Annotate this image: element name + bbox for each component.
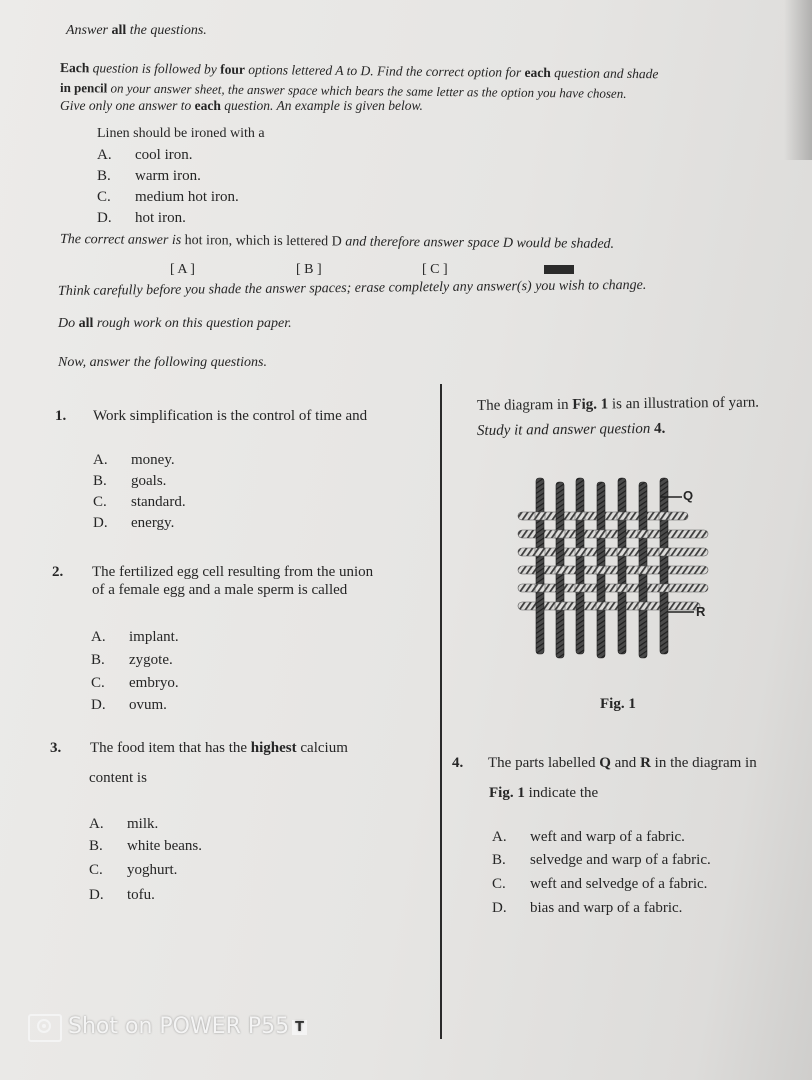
question-number: 3.	[50, 740, 62, 756]
option-text: embryo.	[129, 675, 179, 691]
q2-option-a	[91, 629, 179, 646]
weft-over-segment	[659, 548, 669, 556]
option-letter: A.	[97, 147, 112, 163]
option-letter: C.	[492, 876, 506, 892]
option-text: tofu.	[127, 887, 155, 903]
option-letter: B.	[93, 473, 107, 489]
q3-option-d	[89, 887, 155, 904]
instruction-bold: four	[220, 61, 245, 77]
instruction-text: on your answer sheet, the answer space which bears the same letter as the option you have chosen.	[107, 80, 627, 101]
question-2-line-2: of a female egg and a male sperm is called	[92, 582, 348, 598]
weft-over-segment	[535, 548, 545, 556]
weft-over-segment	[638, 602, 648, 610]
question-3	[50, 740, 348, 757]
option-letter: D.	[91, 697, 106, 713]
weft-over-segment	[575, 512, 585, 520]
instruction-bold: in pencil	[59, 80, 108, 96]
warp-yarn	[576, 478, 584, 654]
option-text: selvedge and warp of a fabric.	[530, 852, 711, 868]
figure-intro-2	[477, 421, 666, 440]
question-stem-bold: highest	[250, 740, 297, 756]
question-number: 4.	[452, 755, 464, 771]
question-stem-bold: Q	[599, 755, 611, 771]
instruction-top	[66, 23, 207, 39]
weft-over-segment	[555, 566, 565, 574]
explanation-text: hot iron, which is lettered D	[184, 233, 342, 250]
question-stem: indicate the	[524, 785, 599, 801]
weft-over-segment	[535, 584, 545, 592]
figure-intro	[477, 395, 759, 415]
question-4	[452, 755, 757, 772]
option-text: implant.	[129, 629, 179, 645]
weft-over-segment	[596, 602, 606, 610]
option-letter: C.	[89, 862, 103, 878]
question-2	[52, 564, 373, 581]
instructions-line-1	[60, 60, 659, 82]
instruction-text: question. An example is given below.	[220, 98, 423, 113]
option-text: energy.	[131, 515, 175, 531]
question-stem: in the diagram in	[650, 755, 757, 771]
figure-caption: Fig. 1	[600, 696, 636, 712]
option-letter: C.	[97, 189, 111, 205]
question-stem-bold: Fig. 1	[489, 785, 525, 801]
option-text: warm iron.	[135, 168, 201, 184]
q2-option-b	[91, 652, 173, 669]
weft-over-segment	[575, 584, 585, 592]
camera-watermark	[26, 1012, 307, 1042]
option-letter: D.	[89, 887, 104, 903]
figure-intro-text: is an illustration of yarn.	[608, 394, 760, 413]
weft-yarn	[518, 584, 708, 592]
explanation-text: and therefore answer space D would be shaded.	[341, 234, 615, 252]
answer-space-c: [ C ]	[422, 262, 448, 277]
example-option-a	[97, 147, 193, 164]
option-letter: A.	[91, 629, 106, 645]
q3-option-a	[89, 816, 158, 833]
example-option-b	[97, 168, 201, 185]
option-text: white beans.	[127, 838, 202, 854]
warp-yarn	[618, 478, 626, 654]
figure-intro-text: Study it and answer question	[476, 420, 655, 439]
example-explanation	[60, 232, 614, 253]
weft-over-segment	[617, 584, 627, 592]
instruction-bold: all	[78, 316, 94, 331]
question-stem: calcium	[296, 740, 348, 756]
option-letter: D.	[97, 210, 112, 226]
option-letter: D.	[492, 900, 507, 916]
q3-option-b	[89, 838, 202, 855]
instruction-bold: Each	[59, 60, 90, 76]
option-letter: B.	[89, 838, 103, 854]
instruction-text: question and shade	[550, 65, 659, 82]
question-stem: and	[610, 755, 641, 771]
camera-focus-icon	[26, 1012, 62, 1042]
option-text: yoghurt.	[127, 862, 178, 878]
instruction-text: the questions.	[126, 23, 207, 38]
rough-work-text	[58, 316, 292, 332]
option-text: weft and selvedge of a fabric.	[530, 876, 708, 892]
warp-yarn	[536, 478, 544, 654]
watermark-badge: T	[292, 1020, 307, 1035]
page-shadow	[784, 0, 812, 160]
figure-intro-text: The diagram in	[476, 396, 573, 414]
q4-option-a	[492, 829, 685, 846]
question-1	[55, 408, 367, 425]
option-letter: D.	[93, 515, 108, 531]
option-letter: B.	[97, 168, 111, 184]
instruction-text: rough work on this question paper.	[93, 316, 292, 331]
option-text: milk.	[127, 816, 159, 832]
weft-over-segment	[575, 548, 585, 556]
answer-space-a: [ A ]	[170, 262, 195, 277]
q2-option-d	[91, 697, 167, 714]
question-stem: The food item that has the	[90, 740, 251, 756]
column-divider	[440, 384, 442, 1039]
label-q: Q	[683, 488, 694, 503]
explanation-text: The correct answer is	[59, 232, 185, 249]
option-letter: A.	[492, 829, 507, 845]
option-text: cool iron.	[135, 147, 193, 163]
figure-intro-bold: 4.	[653, 420, 666, 437]
option-text: medium hot iron.	[135, 189, 239, 205]
weft-over-segment	[535, 512, 545, 520]
now-answer-text: Now, answer the following questions.	[58, 355, 267, 370]
instruction-text: options lettered A to D. Find the correct option for	[244, 61, 525, 80]
instructions-line-3	[60, 98, 423, 114]
q3-option-c	[89, 862, 177, 879]
example-option-d	[97, 210, 186, 227]
weft-over-segment	[638, 566, 648, 574]
q4-option-d	[492, 900, 682, 917]
option-letter: B.	[492, 852, 506, 868]
weft-over-segment	[596, 566, 606, 574]
question-number: 1.	[55, 408, 67, 424]
option-text: weft and warp of a fabric.	[530, 829, 685, 845]
option-letter: C.	[93, 494, 107, 510]
question-stem: The parts labelled	[488, 755, 600, 771]
question-stem-bold: R	[640, 755, 651, 771]
option-text: goals.	[131, 473, 167, 489]
q4-option-c	[492, 876, 707, 893]
watermark-text: Shot on POWER P55	[68, 1014, 290, 1039]
woven-yarn-diagram	[510, 476, 720, 662]
option-text: ovum.	[129, 697, 167, 713]
weft-yarn	[518, 566, 708, 574]
option-text: standard.	[131, 494, 186, 510]
question-number: 2.	[52, 564, 64, 580]
weft-over-segment	[555, 602, 565, 610]
instruction-text: Give only one answer to	[60, 98, 195, 113]
option-letter: A.	[89, 816, 104, 832]
option-text: hot iron.	[135, 210, 186, 226]
option-text: zygote.	[129, 652, 173, 668]
think-carefully-text: Think carefully before you shade the answer spaces; erase completely any answer(s) you wish to change.	[57, 277, 647, 299]
weft-yarn	[518, 602, 700, 610]
weft-over-segment	[659, 584, 669, 592]
figure-intro-bold: Fig. 1	[572, 396, 609, 413]
q1-option-a	[93, 452, 175, 469]
example-option-c	[97, 189, 239, 206]
weft-yarn	[518, 548, 708, 556]
q1-option-b	[93, 473, 166, 490]
instruction-text: question is followed by	[89, 60, 221, 77]
question-stem: The fertilized egg cell resulting from the union	[92, 564, 374, 580]
instruction-text: Do	[58, 316, 79, 331]
option-letter: A.	[93, 452, 108, 468]
option-letter: B.	[91, 652, 105, 668]
warp-yarn	[660, 478, 668, 654]
answer-space-b: [ B ]	[296, 262, 322, 277]
q4-option-b	[492, 852, 711, 869]
q1-option-d	[93, 515, 174, 532]
weft-over-segment	[659, 512, 669, 520]
option-text: bias and warp of a fabric.	[530, 900, 683, 916]
question-4-line-2	[489, 785, 598, 802]
instruction-bold: each	[194, 98, 221, 113]
weft-over-segment	[617, 512, 627, 520]
instruction-bold: all	[111, 23, 127, 38]
answer-space-d-shaded	[544, 265, 574, 274]
weft-over-segment	[638, 530, 648, 538]
option-text: money.	[131, 452, 175, 468]
instruction-bold: each	[524, 64, 551, 81]
question-stem: Work simplification is the control of time and	[93, 408, 368, 424]
weft-yarn	[518, 530, 708, 538]
q1-option-c	[93, 494, 186, 511]
weft-over-segment	[617, 548, 627, 556]
q2-option-c	[91, 675, 179, 692]
question-3-line-2: content is	[89, 770, 147, 786]
weft-over-segment	[555, 530, 565, 538]
example-stem: Linen should be ironed with a	[97, 126, 265, 141]
weft-over-segment	[596, 530, 606, 538]
instruction-text: Answer	[66, 23, 112, 38]
label-r: R	[696, 604, 706, 619]
option-letter: C.	[91, 675, 105, 691]
